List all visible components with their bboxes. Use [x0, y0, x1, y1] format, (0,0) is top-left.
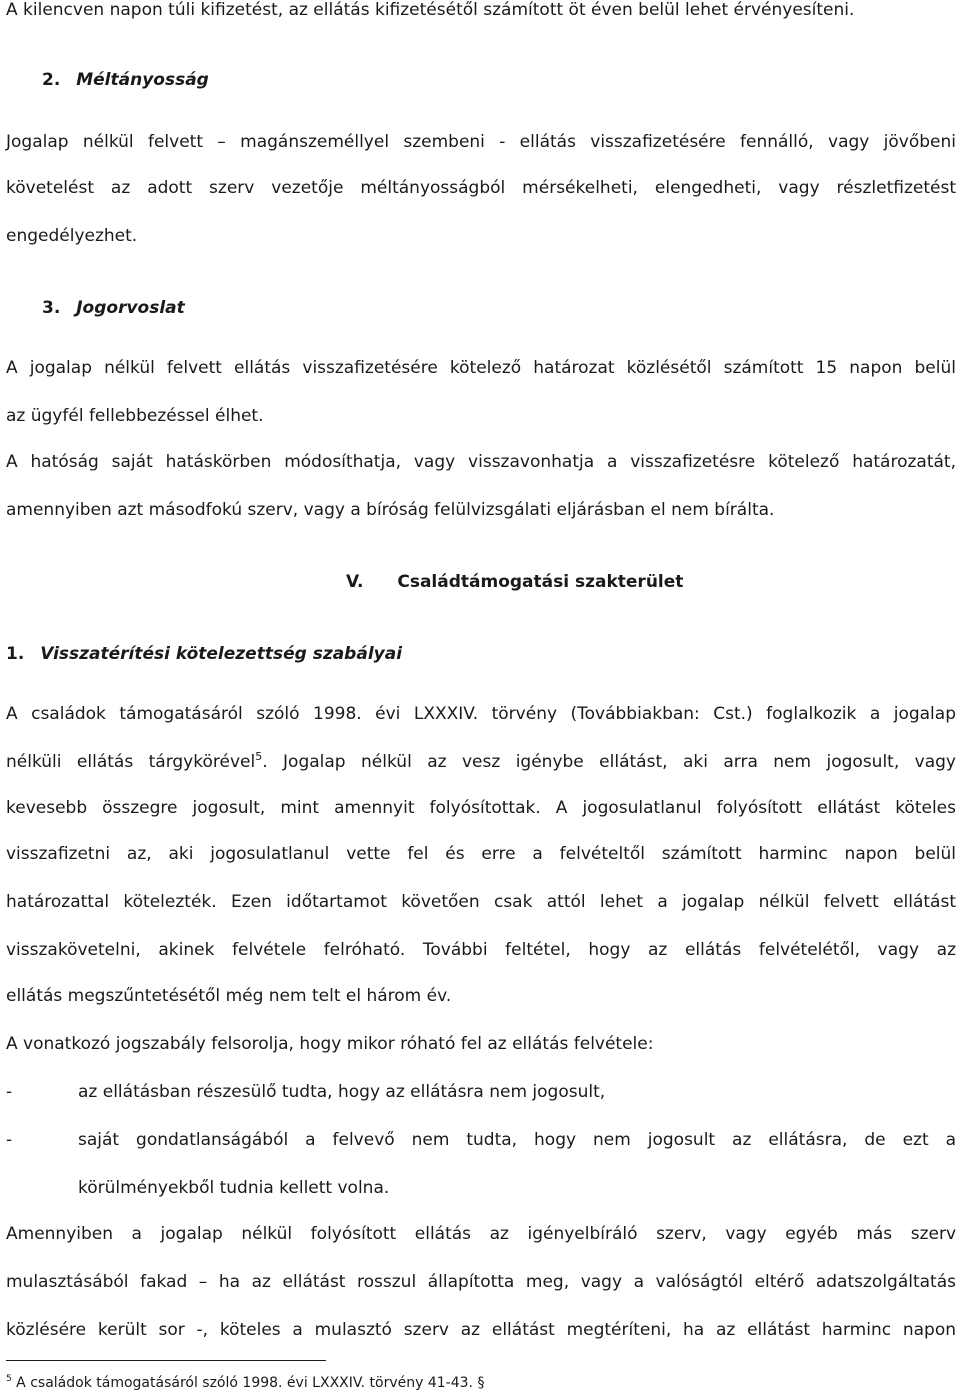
intro-paragraph: A kilencven napon túli kifizetést, az ellátás kifizetésétől számított öt éven belül lehet érvényesíteni.: [6, 0, 855, 20]
section-1-line-2-end: . Jogalap nélkül az vesz igénybe ellátást, aki arra nem jogosult, vagy: [262, 752, 956, 772]
section-3-title: Jogorvoslat: [76, 298, 185, 318]
section-1-line-3: kevesebb összegre jogosult, mint amennyit folyósítottak. A jogosulatlanul folyósított ellátást köteles: [6, 798, 956, 818]
section-3-line-1: A jogalap nélkül felvett ellátás visszafizetésére kötelező határozat közlésétől számított 15 napon belül: [6, 358, 956, 378]
footnote-reference: 5: [255, 750, 263, 763]
list-dash: -: [6, 1130, 13, 1150]
section-1-line-5: határozattal kötelezték. Ezen időtartamot követően csak attól lehet a jogalap nélkül felvett ellátást: [6, 892, 956, 912]
section-3-heading: [42, 298, 185, 318]
section-1-line-2-start: nélküli ellátás tárgykörével: [6, 752, 256, 772]
section-2-line-1: Jogalap nélkül felvett – magánszeméllyel szembeni - ellátás visszafizetésére fennálló, vagy jövőbeni: [6, 132, 956, 152]
section-2-line-2: követelést az adott szerv vezetője méltányosságból mérsékelheti, elengedheti, vagy részletfizetést: [6, 178, 956, 198]
list-intro: A vonatkozó jogszabály felsorolja, hogy mikor róható fel az ellátás felvétele:: [6, 1034, 654, 1054]
section-3-line-3: A hatóság saját hatáskörben módosíthatja, vagy visszavonhatja a visszafizetésre kötelező határozatát,: [6, 452, 956, 472]
list-item-1: az ellátásban részesülő tudta, hogy az ellátásra nem jogosult,: [78, 1082, 606, 1102]
chapter-title: Családtámogatási szakterület: [397, 572, 684, 592]
section-1-line-7: ellátás megszűntetésétől még nem telt el három év.: [6, 986, 452, 1006]
footnote-text: A családok támogatásáról szóló 1998. évi LXXXIV. törvény 41-43. §: [11, 1375, 485, 1391]
section-1-line-1: A családok támogatásáról szóló 1998. évi LXXXIV. törvény (Továbbiakban: Cst.) foglalkozik a jogalap: [6, 704, 956, 724]
chapter-heading: [346, 572, 683, 592]
closing-line-1: Amennyiben a jogalap nélkül folyósított ellátás az igényelbíráló szerv, vagy egyéb más szerv: [6, 1224, 956, 1244]
list-dash: -: [6, 1082, 13, 1102]
section-1-line-4: visszafizetni az, aki jogosulatlanul vette fel és erre a felvételtől számított harminc napon belül: [6, 844, 956, 864]
list-item-2-continuation: körülményekből tudnia kellett volna.: [78, 1178, 390, 1198]
section-1-number: 1.: [6, 644, 25, 664]
closing-line-2: mulasztásából fakad – ha az ellátást rosszul állapította meg, vagy a valóságtól eltérő adatszolgáltatás: [6, 1272, 956, 1292]
section-1-title: Visszatérítési kötelezettség szabályai: [40, 644, 403, 664]
section-2-number: 2.: [42, 70, 61, 90]
section-3-line-4: amennyiben azt másodfokú szerv, vagy a bíróság felülvizsgálati eljárásban el nem bírálta.: [6, 500, 775, 520]
section-2-line-3: engedélyezhet.: [6, 226, 138, 246]
section-2-title: Méltányosság: [76, 70, 209, 90]
chapter-roman: V.: [346, 572, 364, 592]
closing-line-3: közlésére került sor -, köteles a mulasztó szerv az ellátást megtéríteni, ha az ellátást harminc napon: [6, 1320, 956, 1340]
list-item-2: saját gondatlanságából a felvevő nem tudta, hogy nem jogosult az ellátásra, de ezt a: [78, 1130, 956, 1150]
section-3-number: 3.: [42, 298, 61, 318]
footnote-separator: [6, 1360, 326, 1361]
section-3-line-2: az ügyfél fellebbezéssel élhet.: [6, 406, 264, 426]
footnote: [6, 1374, 484, 1391]
section-1-line-2: [6, 750, 956, 772]
footnote-mark: 5: [6, 1374, 12, 1384]
section-2-heading: [42, 70, 209, 90]
section-1-line-6: visszakövetelni, akinek felvétele felróható. További feltétel, hogy az ellátás felvételétől, vagy az: [6, 940, 956, 960]
section-1-heading: [6, 644, 402, 664]
